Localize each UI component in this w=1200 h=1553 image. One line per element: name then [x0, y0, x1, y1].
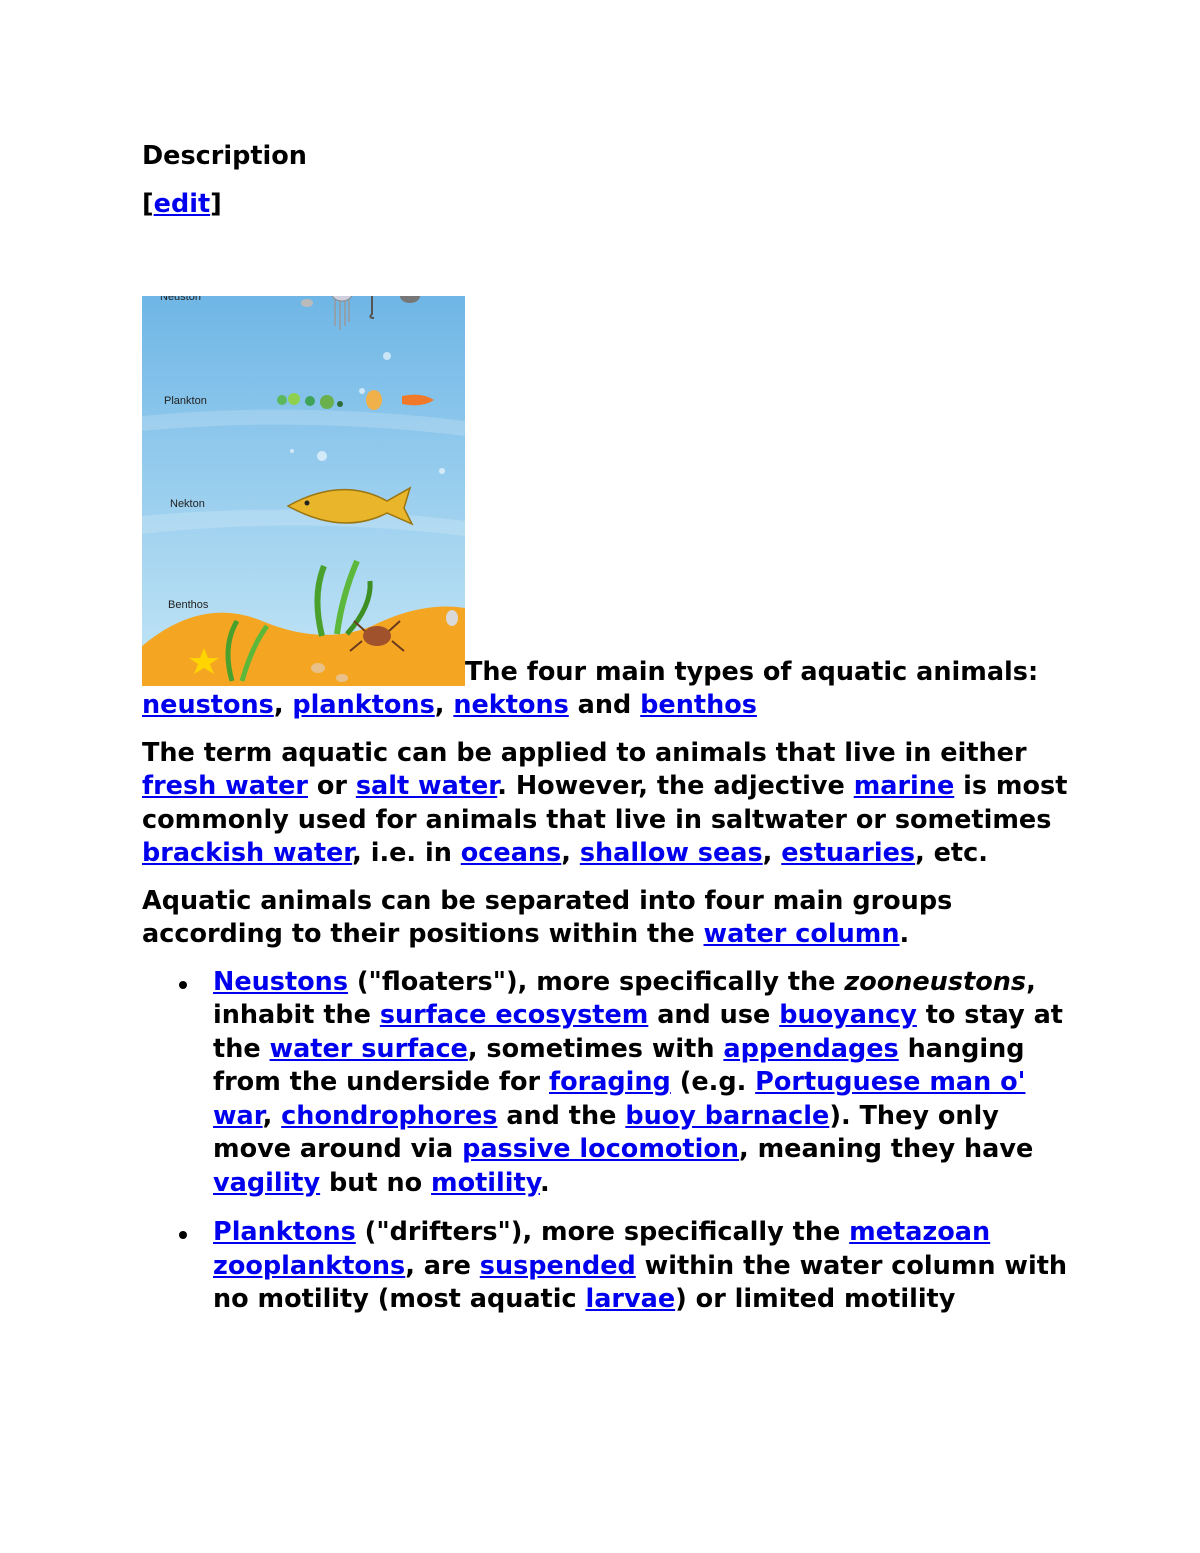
article-content	[142, 140, 1072, 1333]
edit-link[interactable]: edit	[153, 189, 211, 219]
paragraph-groups: Aquatic animals can be separated into four main groups according to their positions within the water column.	[142, 885, 953, 949]
link-water-surface[interactable]: water surface	[269, 1033, 468, 1064]
section-heading: Description	[142, 141, 307, 171]
figure-label: Plankton	[164, 394, 207, 407]
link-salt-water[interactable]: salt water	[355, 771, 498, 801]
link-water-column[interactable]: water column	[703, 919, 900, 949]
link-vagility[interactable]: vagility	[213, 1167, 321, 1198]
list-item-planktons: Planktons ("drifters"), more specifically the metazoan zooplanktons, are suspended within the water column with no motility (most aquatic larvae) or limited motility	[213, 1216, 1072, 1317]
link-neustons[interactable]: neustons	[142, 690, 274, 720]
link-marine[interactable]: marine	[853, 771, 955, 801]
link-oceans[interactable]: oceans	[460, 838, 562, 868]
link-planktons-bullet[interactable]: Planktons	[213, 1217, 356, 1247]
link-metazoan-zooplanktons[interactable]: metazoan zooplanktons	[213, 1217, 991, 1281]
link-planktons[interactable]: planktons	[292, 690, 435, 720]
link-fresh-water[interactable]: fresh water	[142, 771, 308, 801]
paragraph-aquatic-term: The term aquatic can be applied to animals that live in either fresh water or salt water. However, the adjective marine is most commonly used for animals that live in saltwater or sometimes brackish water, i.e. in oceans, shallow seas, estuaries, etc.	[142, 737, 1068, 868]
link-passive-locomotion[interactable]: passive locomotion	[462, 1134, 740, 1164]
barnacle-icon	[301, 299, 313, 307]
link-estuaries[interactable]: estuaries	[781, 838, 916, 868]
link-benthos[interactable]: benthos	[640, 690, 757, 720]
link-surface-ecosystem[interactable]: surface ecosystem	[379, 1000, 649, 1030]
aquatic-zones-illustration	[142, 296, 465, 686]
figure-label: Neuston	[160, 295, 201, 303]
shell-icon	[311, 663, 325, 673]
link-neustons-bullet[interactable]: Neustons	[213, 966, 349, 997]
aquatic-zones-figure	[142, 296, 465, 686]
link-nektons[interactable]: nektons	[453, 690, 569, 720]
edit-line: [edit]	[142, 189, 222, 219]
figure-caption: The four main types of aquatic animals: neustons, planktons, nektons and benthos	[142, 656, 1039, 720]
list-item-neustons: Neustons ("floaters"), more specifically the zooneustons, inhabit the surface ecosystem and use buoyancy to stay at the water surface, sometimes with appendages hanging from the underside for foraging (e.g. Portuguese man o' war, chondrophores and the buoy barnacle). They only move around via passive locomotion, meaning they have vagility but no motility.	[213, 966, 1072, 1201]
link-motility[interactable]: motility	[431, 1167, 541, 1198]
shell-icon	[336, 674, 348, 682]
link-shallow-seas[interactable]: shallow seas	[579, 838, 763, 868]
italic-term: zooneustons	[844, 966, 1027, 997]
link-buoy-barnacle[interactable]: buoy barnacle	[625, 1100, 830, 1131]
sea-anemone-icon	[446, 610, 458, 626]
figure-label: Benthos	[168, 598, 209, 611]
link-brackish-water[interactable]: brackish water	[142, 838, 353, 868]
link-appendages[interactable]: appendages	[723, 1033, 899, 1064]
link-larvae[interactable]: larvae	[585, 1284, 676, 1314]
link-portuguese-man-o-war[interactable]: Portuguese man o' war	[213, 1067, 1026, 1131]
link-buoyancy[interactable]: buoyancy	[779, 1000, 917, 1030]
link-chondrophores[interactable]: chondrophores	[281, 1100, 498, 1131]
figure-paragraph	[142, 296, 1072, 723]
link-foraging[interactable]: foraging	[549, 1067, 671, 1097]
link-suspended[interactable]: suspended	[479, 1250, 636, 1281]
figure-label: Nekton	[170, 497, 205, 510]
groups-list	[142, 966, 1072, 1317]
